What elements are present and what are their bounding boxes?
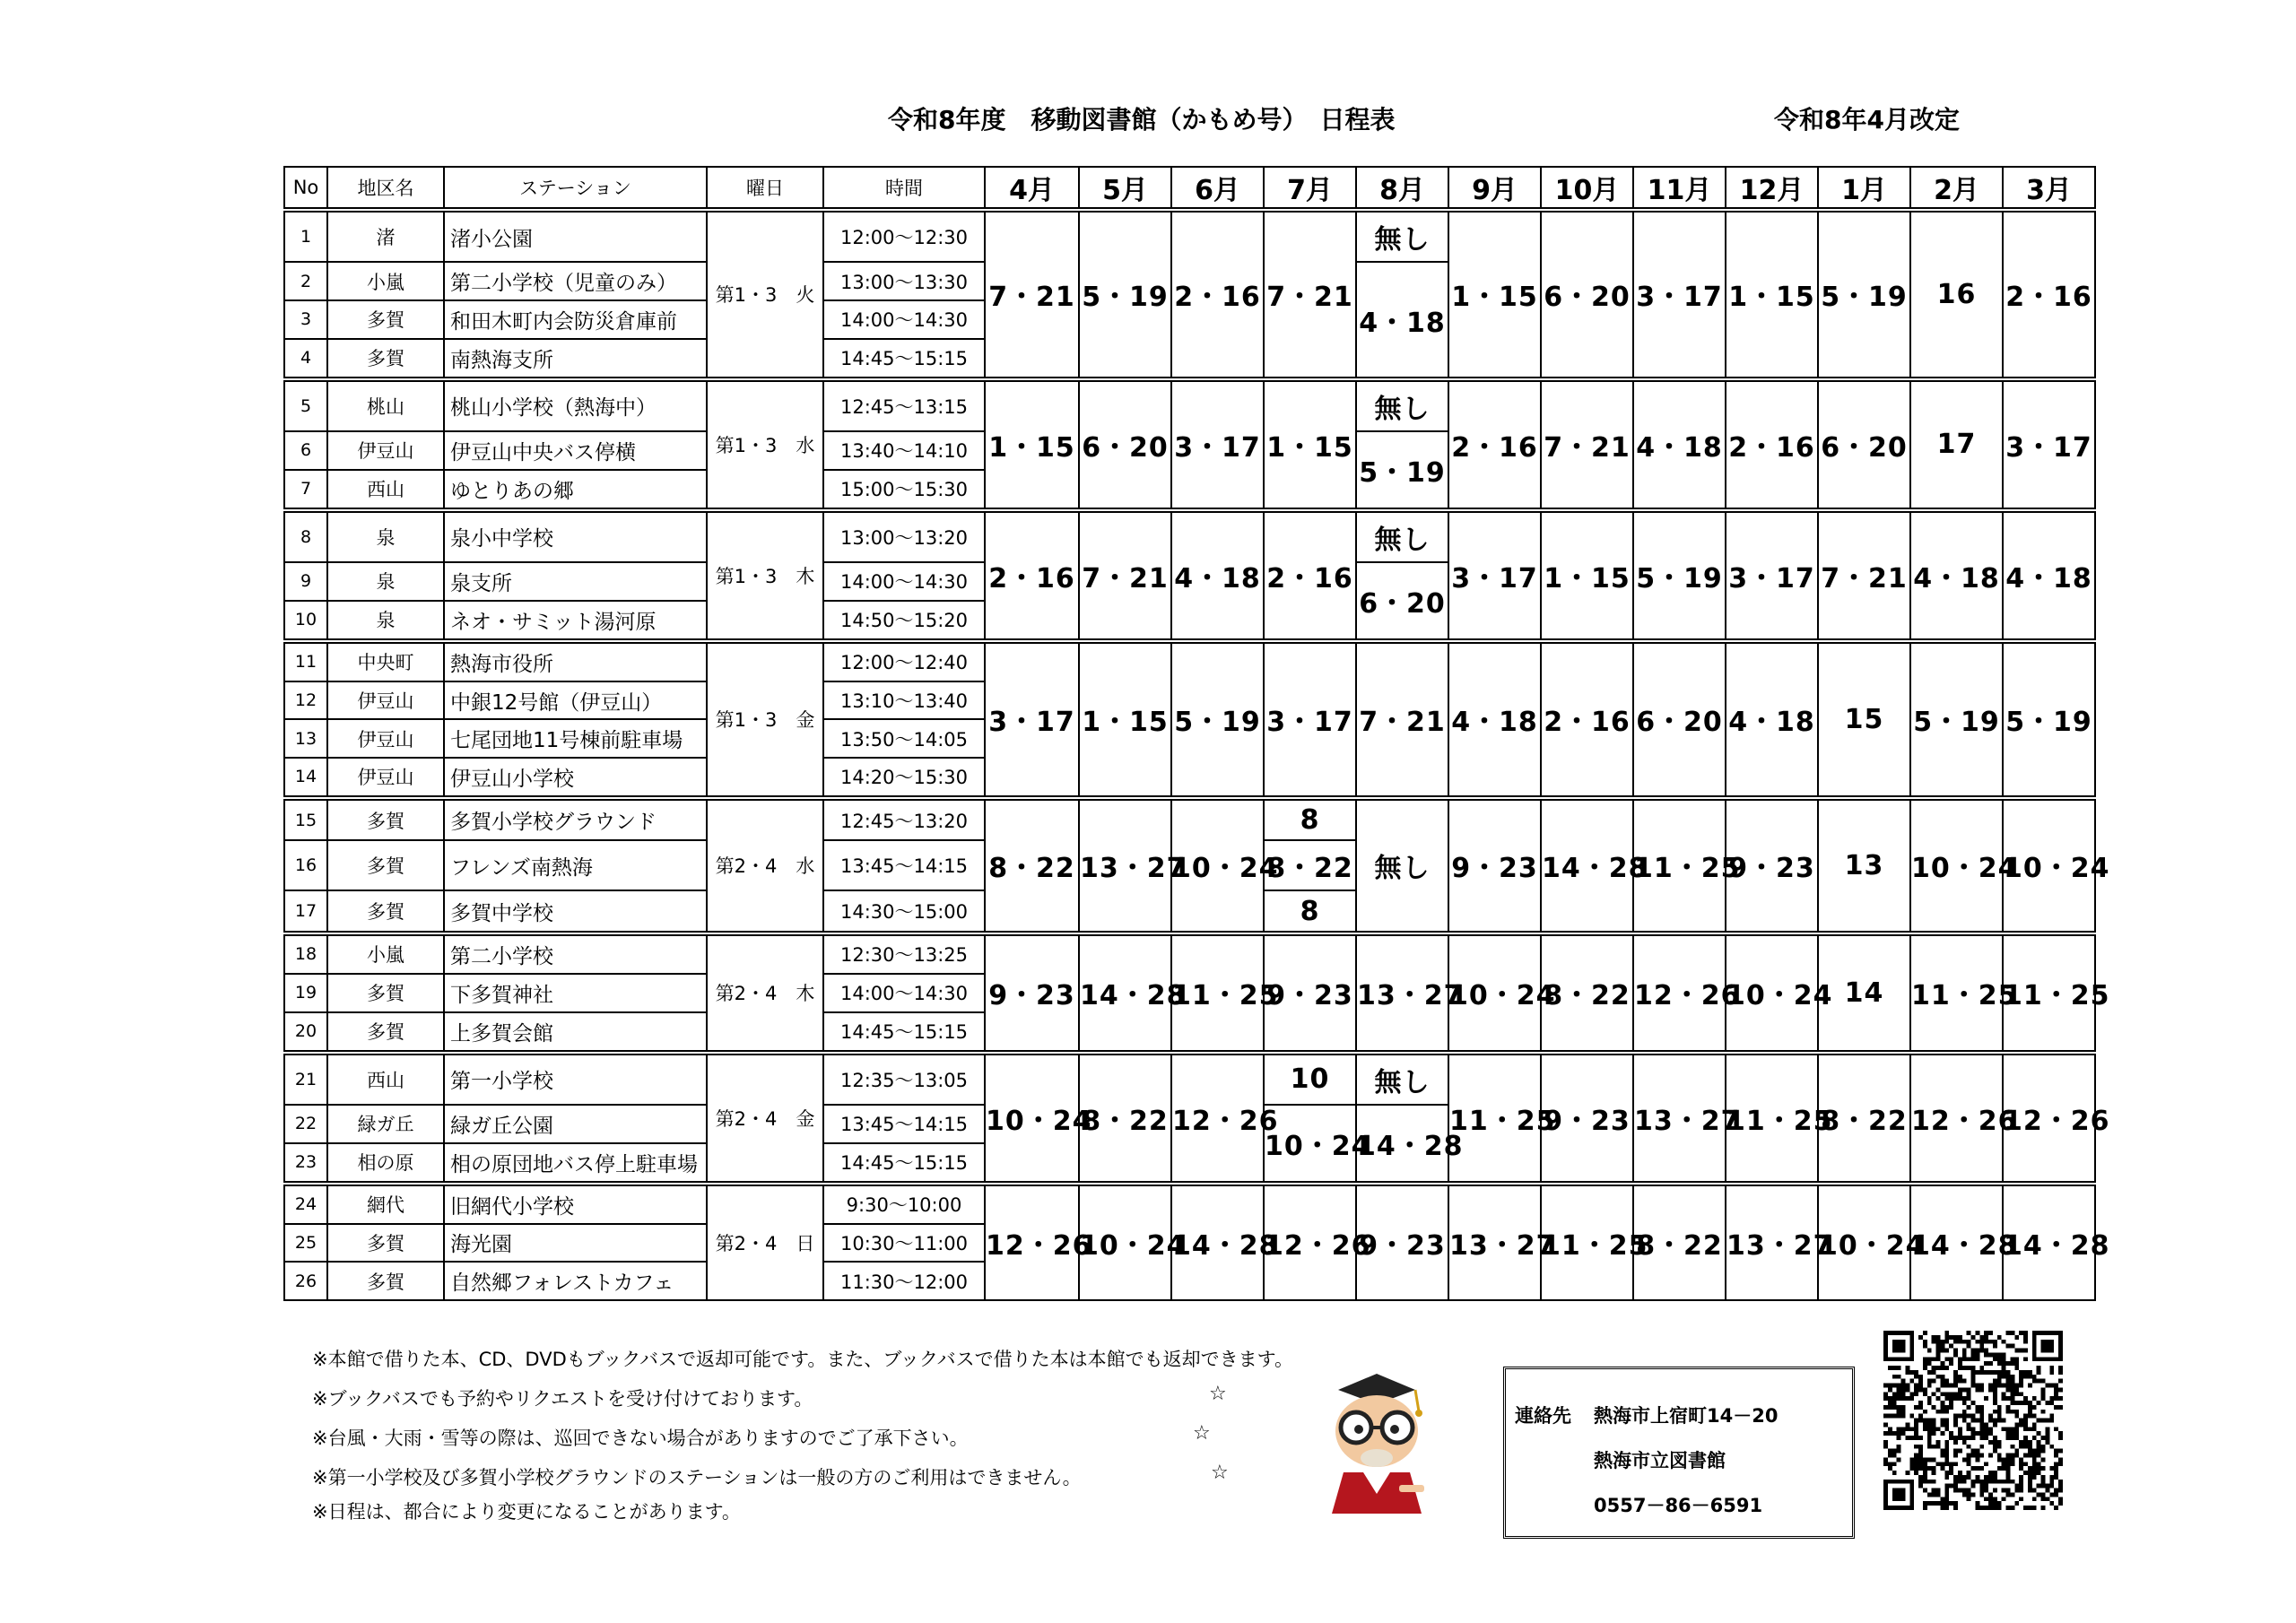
- col-header-time: 時間: [823, 167, 985, 210]
- date-cell: 6・20: [1541, 210, 1633, 379]
- station-no: 1: [284, 210, 327, 262]
- date-cell: 5・19: [1633, 510, 1726, 641]
- date-cell: 7・21: [1264, 210, 1356, 379]
- area-name: 多賀: [327, 798, 444, 840]
- station-no: 3: [284, 300, 327, 339]
- month-header: 6月: [1171, 167, 1264, 210]
- station-no: 8: [284, 510, 327, 562]
- date-cell: 14・28: [1079, 933, 1171, 1053]
- time-cell: 13:10～13:40: [823, 681, 985, 720]
- date-cell: 5・19: [1171, 641, 1264, 798]
- station-name: 自然郷フォレストカフェ: [444, 1262, 707, 1300]
- date-cell: 10・24: [2003, 798, 2095, 933]
- station-name: 伊豆山小学校: [444, 758, 707, 798]
- table-row: [284, 641, 2095, 681]
- area-name: 小嵐: [327, 933, 444, 974]
- station-no: 26: [284, 1262, 327, 1300]
- station-name: 多賀小学校グラウンド: [444, 798, 707, 840]
- time-cell: 9:30～10:00: [823, 1184, 985, 1224]
- date-cell: 12・26: [1171, 1053, 1264, 1184]
- station-no: 12: [284, 681, 327, 720]
- date-cell: 1・15: [1726, 210, 1818, 379]
- date-cell: 6・20: [1079, 379, 1171, 510]
- date-cell: 9・23: [1726, 798, 1818, 933]
- area-name: 西山: [327, 470, 444, 510]
- col-header-weekday: 曜日: [707, 167, 823, 210]
- time-cell: 14:20～15:30: [823, 758, 985, 798]
- station-name: 旧網代小学校: [444, 1184, 707, 1224]
- station-no: 14: [284, 758, 327, 798]
- date-cell: 9・23: [985, 933, 1079, 1053]
- station-no: 9: [284, 562, 327, 601]
- station-no: 2: [284, 262, 327, 300]
- date-cell: 14: [1818, 933, 1910, 1053]
- time-cell: 13:00～13:30: [823, 262, 985, 300]
- station-name: フレンズ南熱海: [444, 840, 707, 890]
- area-name: 多賀: [327, 1262, 444, 1300]
- date-cell: 13・27: [1448, 1184, 1541, 1300]
- time-cell: 12:00～12:40: [823, 641, 985, 681]
- time-cell: 13:00～13:20: [823, 510, 985, 562]
- table-row: [284, 510, 2095, 562]
- station-name: 多賀中学校: [444, 890, 707, 933]
- date-cell: 2・16: [1448, 379, 1541, 510]
- weekday-cell: 第2・4 金: [707, 1053, 823, 1184]
- date-cell: 5・19: [2003, 641, 2095, 798]
- date-cell: 3・17: [1171, 379, 1264, 510]
- area-name: 多賀: [327, 300, 444, 339]
- no-service-cell: 無し: [1356, 210, 1448, 262]
- area-name: 伊豆山: [327, 431, 444, 470]
- date-cell: 11・25: [2003, 933, 2095, 1053]
- station-name: 緑ガ丘公園: [444, 1105, 707, 1143]
- area-name: 多賀: [327, 1012, 444, 1053]
- area-name: 多賀: [327, 1224, 444, 1263]
- contact-name: 熱海市立図書館: [1594, 1450, 1726, 1471]
- date-cell: 5・19: [1910, 641, 2003, 798]
- date-cell: 9・23: [1356, 1184, 1448, 1300]
- date-cell: 9・23: [1448, 798, 1541, 933]
- date-cell: 14・28: [1171, 1184, 1264, 1300]
- weekday-cell: 第1・3 木: [707, 510, 823, 641]
- note-change: ※日程は、都合により変更になることがあります。: [312, 1501, 741, 1523]
- schedule-table: [283, 166, 2110, 1301]
- date-cell: 4・18: [1633, 379, 1726, 510]
- contact-phone: 0557－86－6591: [1594, 1495, 1763, 1516]
- date-cell: 13・27: [1633, 1053, 1726, 1184]
- date-cell: 13・27: [1726, 1184, 1818, 1300]
- weekday-cell: 第1・3 水: [707, 379, 823, 510]
- station-name: 南熱海支所: [444, 339, 707, 379]
- date-cell: 2・16: [1264, 510, 1356, 641]
- area-name: 桃山: [327, 379, 444, 431]
- station-no: 4: [284, 339, 327, 379]
- station-name: 泉支所: [444, 562, 707, 601]
- table-row: [284, 798, 2095, 840]
- date-cell: 16: [1910, 210, 2003, 379]
- date-cell: 8・22: [1079, 1053, 1171, 1184]
- date-cell: 4・18: [1356, 262, 1448, 378]
- professor-mascot-icon: [1309, 1372, 1444, 1515]
- date-cell: 9・23: [1264, 933, 1356, 1053]
- area-name: 伊豆山: [327, 719, 444, 758]
- date-cell: 7・21: [1818, 510, 1910, 641]
- date-cell: 11・25: [1726, 1053, 1818, 1184]
- time-cell: 13:40～14:10: [823, 431, 985, 470]
- date-cell: 1・15: [1079, 641, 1171, 798]
- date-cell: 12・26: [1633, 933, 1726, 1053]
- date-cell: 10・24: [1910, 798, 2003, 933]
- date-cell: 6・20: [1633, 641, 1726, 798]
- area-name: 多賀: [327, 840, 444, 890]
- station-name: 泉小中学校: [444, 510, 707, 562]
- date-cell: 4・18: [1726, 641, 1818, 798]
- station-name: 七尾団地11号棟前駐車場: [444, 719, 707, 758]
- area-name: 多賀: [327, 974, 444, 1012]
- date-cell: 13・27: [1079, 798, 1171, 933]
- contact-box: [1503, 1367, 1855, 1539]
- time-cell: 14:00～14:30: [823, 974, 985, 1012]
- header-row: [284, 167, 2095, 210]
- time-cell: 13:45～14:15: [823, 840, 985, 890]
- date-cell: 10・24: [1448, 933, 1541, 1053]
- station-name: 下多賀神社: [444, 974, 707, 1012]
- date-cell: 4・18: [1910, 510, 2003, 641]
- weekday-cell: 第1・3 火: [707, 210, 823, 379]
- area-name: 渚: [327, 210, 444, 262]
- date-cell: 2・16: [1541, 641, 1633, 798]
- weekday-cell: 第2・4 木: [707, 933, 823, 1053]
- station-no: 22: [284, 1105, 327, 1143]
- month-header: 3月: [2003, 167, 2095, 210]
- area-name: 西山: [327, 1053, 444, 1105]
- date-cell: 4・18: [1448, 641, 1541, 798]
- area-name: 中央町: [327, 641, 444, 681]
- note-return: ※本館で借りた本、CD、DVDもブックバスで返却可能です。また、ブックバスで借りた本は本館でも返却できます。: [312, 1349, 1293, 1370]
- date-cell: 8・22: [985, 798, 1079, 933]
- date-cell: 4・18: [2003, 510, 2095, 641]
- date-cell: 8: [1264, 798, 1356, 840]
- month-header: 12月: [1726, 167, 1818, 210]
- revision-date: 令和8年4月改定: [1774, 105, 1960, 135]
- date-cell: 5・19: [1079, 210, 1171, 379]
- table-row: [284, 210, 2095, 262]
- time-cell: 13:45～14:15: [823, 1105, 985, 1143]
- table-row: [284, 1184, 2095, 1224]
- time-cell: 14:00～14:30: [823, 300, 985, 339]
- col-header-area: 地区名: [327, 167, 444, 210]
- date-cell: 14・28: [1910, 1184, 2003, 1300]
- station-no: 24: [284, 1184, 327, 1224]
- date-cell: 1・15: [1264, 379, 1356, 510]
- date-cell: 12・26: [1910, 1053, 2003, 1184]
- station-no: 17: [284, 890, 327, 933]
- date-cell: 10・24: [1818, 1184, 1910, 1300]
- star-icon: ☆: [1209, 1383, 1227, 1405]
- station-no: 19: [284, 974, 327, 1012]
- date-cell: 1・15: [1448, 210, 1541, 379]
- weekday-cell: 第2・4 水: [707, 798, 823, 933]
- time-cell: 13:50～14:05: [823, 719, 985, 758]
- no-service-cell: 無し: [1356, 510, 1448, 562]
- table-row: [284, 379, 2095, 431]
- date-cell: 3・17: [1448, 510, 1541, 641]
- date-cell: 10・24: [1079, 1184, 1171, 1300]
- date-cell: 11・25: [1910, 933, 2003, 1053]
- area-name: 網代: [327, 1184, 444, 1224]
- date-cell: 8: [1264, 890, 1356, 933]
- station-name: ゆとりあの郷: [444, 470, 707, 510]
- date-cell: 5・19: [1356, 431, 1448, 510]
- station-no: 20: [284, 1012, 327, 1053]
- date-cell: 1・15: [1541, 510, 1633, 641]
- station-no: 15: [284, 798, 327, 840]
- table-row: [284, 1053, 2095, 1105]
- station-no: 23: [284, 1143, 327, 1184]
- station-no: 5: [284, 379, 327, 431]
- area-name: 伊豆山: [327, 681, 444, 720]
- time-cell: 11:30～12:00: [823, 1262, 985, 1300]
- time-cell: 12:45～13:15: [823, 379, 985, 431]
- month-header: 2月: [1910, 167, 2003, 210]
- station-name: 上多賀会館: [444, 1012, 707, 1053]
- star-icon: ☆: [1211, 1462, 1229, 1484]
- time-cell: 12:30～13:25: [823, 933, 985, 974]
- area-name: 相の原: [327, 1143, 444, 1184]
- date-cell: 7・21: [1541, 379, 1633, 510]
- date-cell: 6・20: [1356, 562, 1448, 641]
- date-cell: 3・17: [1633, 210, 1726, 379]
- station-name: 第二小学校（児童のみ）: [444, 262, 707, 300]
- contact-label: 連絡先: [1515, 1405, 1571, 1427]
- date-cell: 3・17: [1726, 510, 1818, 641]
- station-no: 11: [284, 641, 327, 681]
- date-cell: 1・15: [985, 379, 1079, 510]
- date-cell: 10・24: [1264, 1105, 1356, 1184]
- date-cell: 10: [1264, 1053, 1356, 1105]
- date-cell: 13: [1818, 798, 1910, 933]
- weekday-cell: 第1・3 金: [707, 641, 823, 798]
- date-cell: 8・22: [1264, 840, 1356, 890]
- date-cell: 3・17: [985, 641, 1079, 798]
- date-cell: 10・24: [1726, 933, 1818, 1053]
- date-cell: 2・16: [2003, 210, 2095, 379]
- page-title: 令和8年度 移動図書館（かもめ号） 日程表: [888, 105, 1396, 135]
- date-cell: 9・23: [1541, 1053, 1633, 1184]
- station-no: 18: [284, 933, 327, 974]
- date-cell: 無し: [1356, 798, 1448, 933]
- date-cell: 10・24: [1171, 798, 1264, 933]
- date-cell: 17: [1910, 379, 2003, 510]
- month-header: 1月: [1818, 167, 1910, 210]
- contact-address: 熱海市上宿町14－20: [1594, 1405, 1779, 1427]
- time-cell: 14:45～15:15: [823, 1143, 985, 1184]
- date-cell: 12・26: [985, 1184, 1079, 1300]
- date-cell: 2・16: [985, 510, 1079, 641]
- station-name: 渚小公園: [444, 210, 707, 262]
- station-no: 6: [284, 431, 327, 470]
- station-name: 熱海市役所: [444, 641, 707, 681]
- date-cell: 13・27: [1356, 933, 1448, 1053]
- date-cell: 2・16: [1726, 379, 1818, 510]
- note-reservation: ※ブックバスでも予約やリクエストを受け付けております。: [312, 1388, 813, 1410]
- month-header: 8月: [1356, 167, 1448, 210]
- date-cell: 15: [1818, 641, 1910, 798]
- station-name: 中銀12号館（伊豆山）: [444, 681, 707, 720]
- note-weather: ※台風・大雨・雪等の際は、巡回できない場合がありますのでご了承下さい。: [312, 1428, 969, 1449]
- station-name: 桃山小学校（熱海中）: [444, 379, 707, 431]
- time-cell: 14:50～15:20: [823, 601, 985, 641]
- time-cell: 14:45～15:15: [823, 339, 985, 379]
- time-cell: 12:35～13:05: [823, 1053, 985, 1105]
- station-no: 10: [284, 601, 327, 641]
- station-no: 25: [284, 1224, 327, 1263]
- date-cell: 8・22: [1541, 933, 1633, 1053]
- station-name: 相の原団地バス停上駐車場: [444, 1143, 707, 1184]
- station-no: 13: [284, 719, 327, 758]
- area-name: 多賀: [327, 339, 444, 379]
- station-name: ネオ・サミット湯河原: [444, 601, 707, 641]
- station-name: 和田木町内会防災倉庫前: [444, 300, 707, 339]
- time-cell: 10:30～11:00: [823, 1224, 985, 1263]
- date-cell: 2・16: [1171, 210, 1264, 379]
- col-header-no: No: [284, 167, 327, 210]
- station-no: 16: [284, 840, 327, 890]
- date-cell: 8・22: [1633, 1184, 1726, 1300]
- date-cell: 12・26: [2003, 1053, 2095, 1184]
- area-name: 伊豆山: [327, 758, 444, 798]
- month-header: 4月: [985, 167, 1079, 210]
- area-name: 泉: [327, 510, 444, 562]
- date-cell: 11・25: [1541, 1184, 1633, 1300]
- time-cell: 14:45～15:15: [823, 1012, 985, 1053]
- date-cell: 14・28: [2003, 1184, 2095, 1300]
- date-cell: 4・18: [1171, 510, 1264, 641]
- station-no: 21: [284, 1053, 327, 1105]
- col-header-station: ステーション: [444, 167, 707, 210]
- area-name: 泉: [327, 601, 444, 641]
- station-name: 海光園: [444, 1224, 707, 1263]
- time-cell: 15:00～15:30: [823, 470, 985, 510]
- area-name: 緑ガ丘: [327, 1105, 444, 1143]
- weekday-cell: 第2・4 日: [707, 1184, 823, 1300]
- table-row: [284, 933, 2095, 974]
- station-name: 第二小学校: [444, 933, 707, 974]
- qr-code-icon: [1883, 1331, 2063, 1510]
- no-service-cell: 無し: [1356, 379, 1448, 431]
- time-cell: 12:45～13:20: [823, 798, 985, 840]
- date-cell: 12・26: [1264, 1184, 1356, 1300]
- date-cell: 14・28: [1356, 1105, 1448, 1184]
- date-cell: 7・21: [1356, 641, 1448, 798]
- star-icon: ☆: [1193, 1422, 1211, 1445]
- note-restricted: ※第一小学校及び多賀小学校グラウンドのステーションは一般の方のご利用はできません。: [312, 1467, 1082, 1488]
- date-cell: 6・20: [1818, 379, 1910, 510]
- date-cell: 7・21: [1079, 510, 1171, 641]
- month-header: 5月: [1079, 167, 1171, 210]
- month-header: 7月: [1264, 167, 1356, 210]
- date-cell: 5・19: [1818, 210, 1910, 379]
- date-cell: 3・17: [2003, 379, 2095, 510]
- month-header: 9月: [1448, 167, 1541, 210]
- date-cell: 10・24: [985, 1053, 1079, 1184]
- station-name: 伊豆山中央バス停横: [444, 431, 707, 470]
- date-cell: 8・22: [1818, 1053, 1910, 1184]
- date-cell: 3・17: [1264, 641, 1356, 798]
- date-cell: 7・21: [985, 210, 1079, 379]
- month-header: 10月: [1541, 167, 1633, 210]
- station-no: 7: [284, 470, 327, 510]
- area-name: 小嵐: [327, 262, 444, 300]
- date-cell: 11・25: [1448, 1053, 1541, 1184]
- month-header: 11月: [1633, 167, 1726, 210]
- area-name: 泉: [327, 562, 444, 601]
- date-cell: 11・25: [1171, 933, 1264, 1053]
- time-cell: 12:00～12:30: [823, 210, 985, 262]
- area-name: 多賀: [327, 890, 444, 933]
- time-cell: 14:30～15:00: [823, 890, 985, 933]
- no-service-cell: 無し: [1356, 1053, 1448, 1105]
- date-cell: 14・28: [1541, 798, 1633, 933]
- station-name: 第一小学校: [444, 1053, 707, 1105]
- date-cell: 11・25: [1633, 798, 1726, 933]
- time-cell: 14:00～14:30: [823, 562, 985, 601]
